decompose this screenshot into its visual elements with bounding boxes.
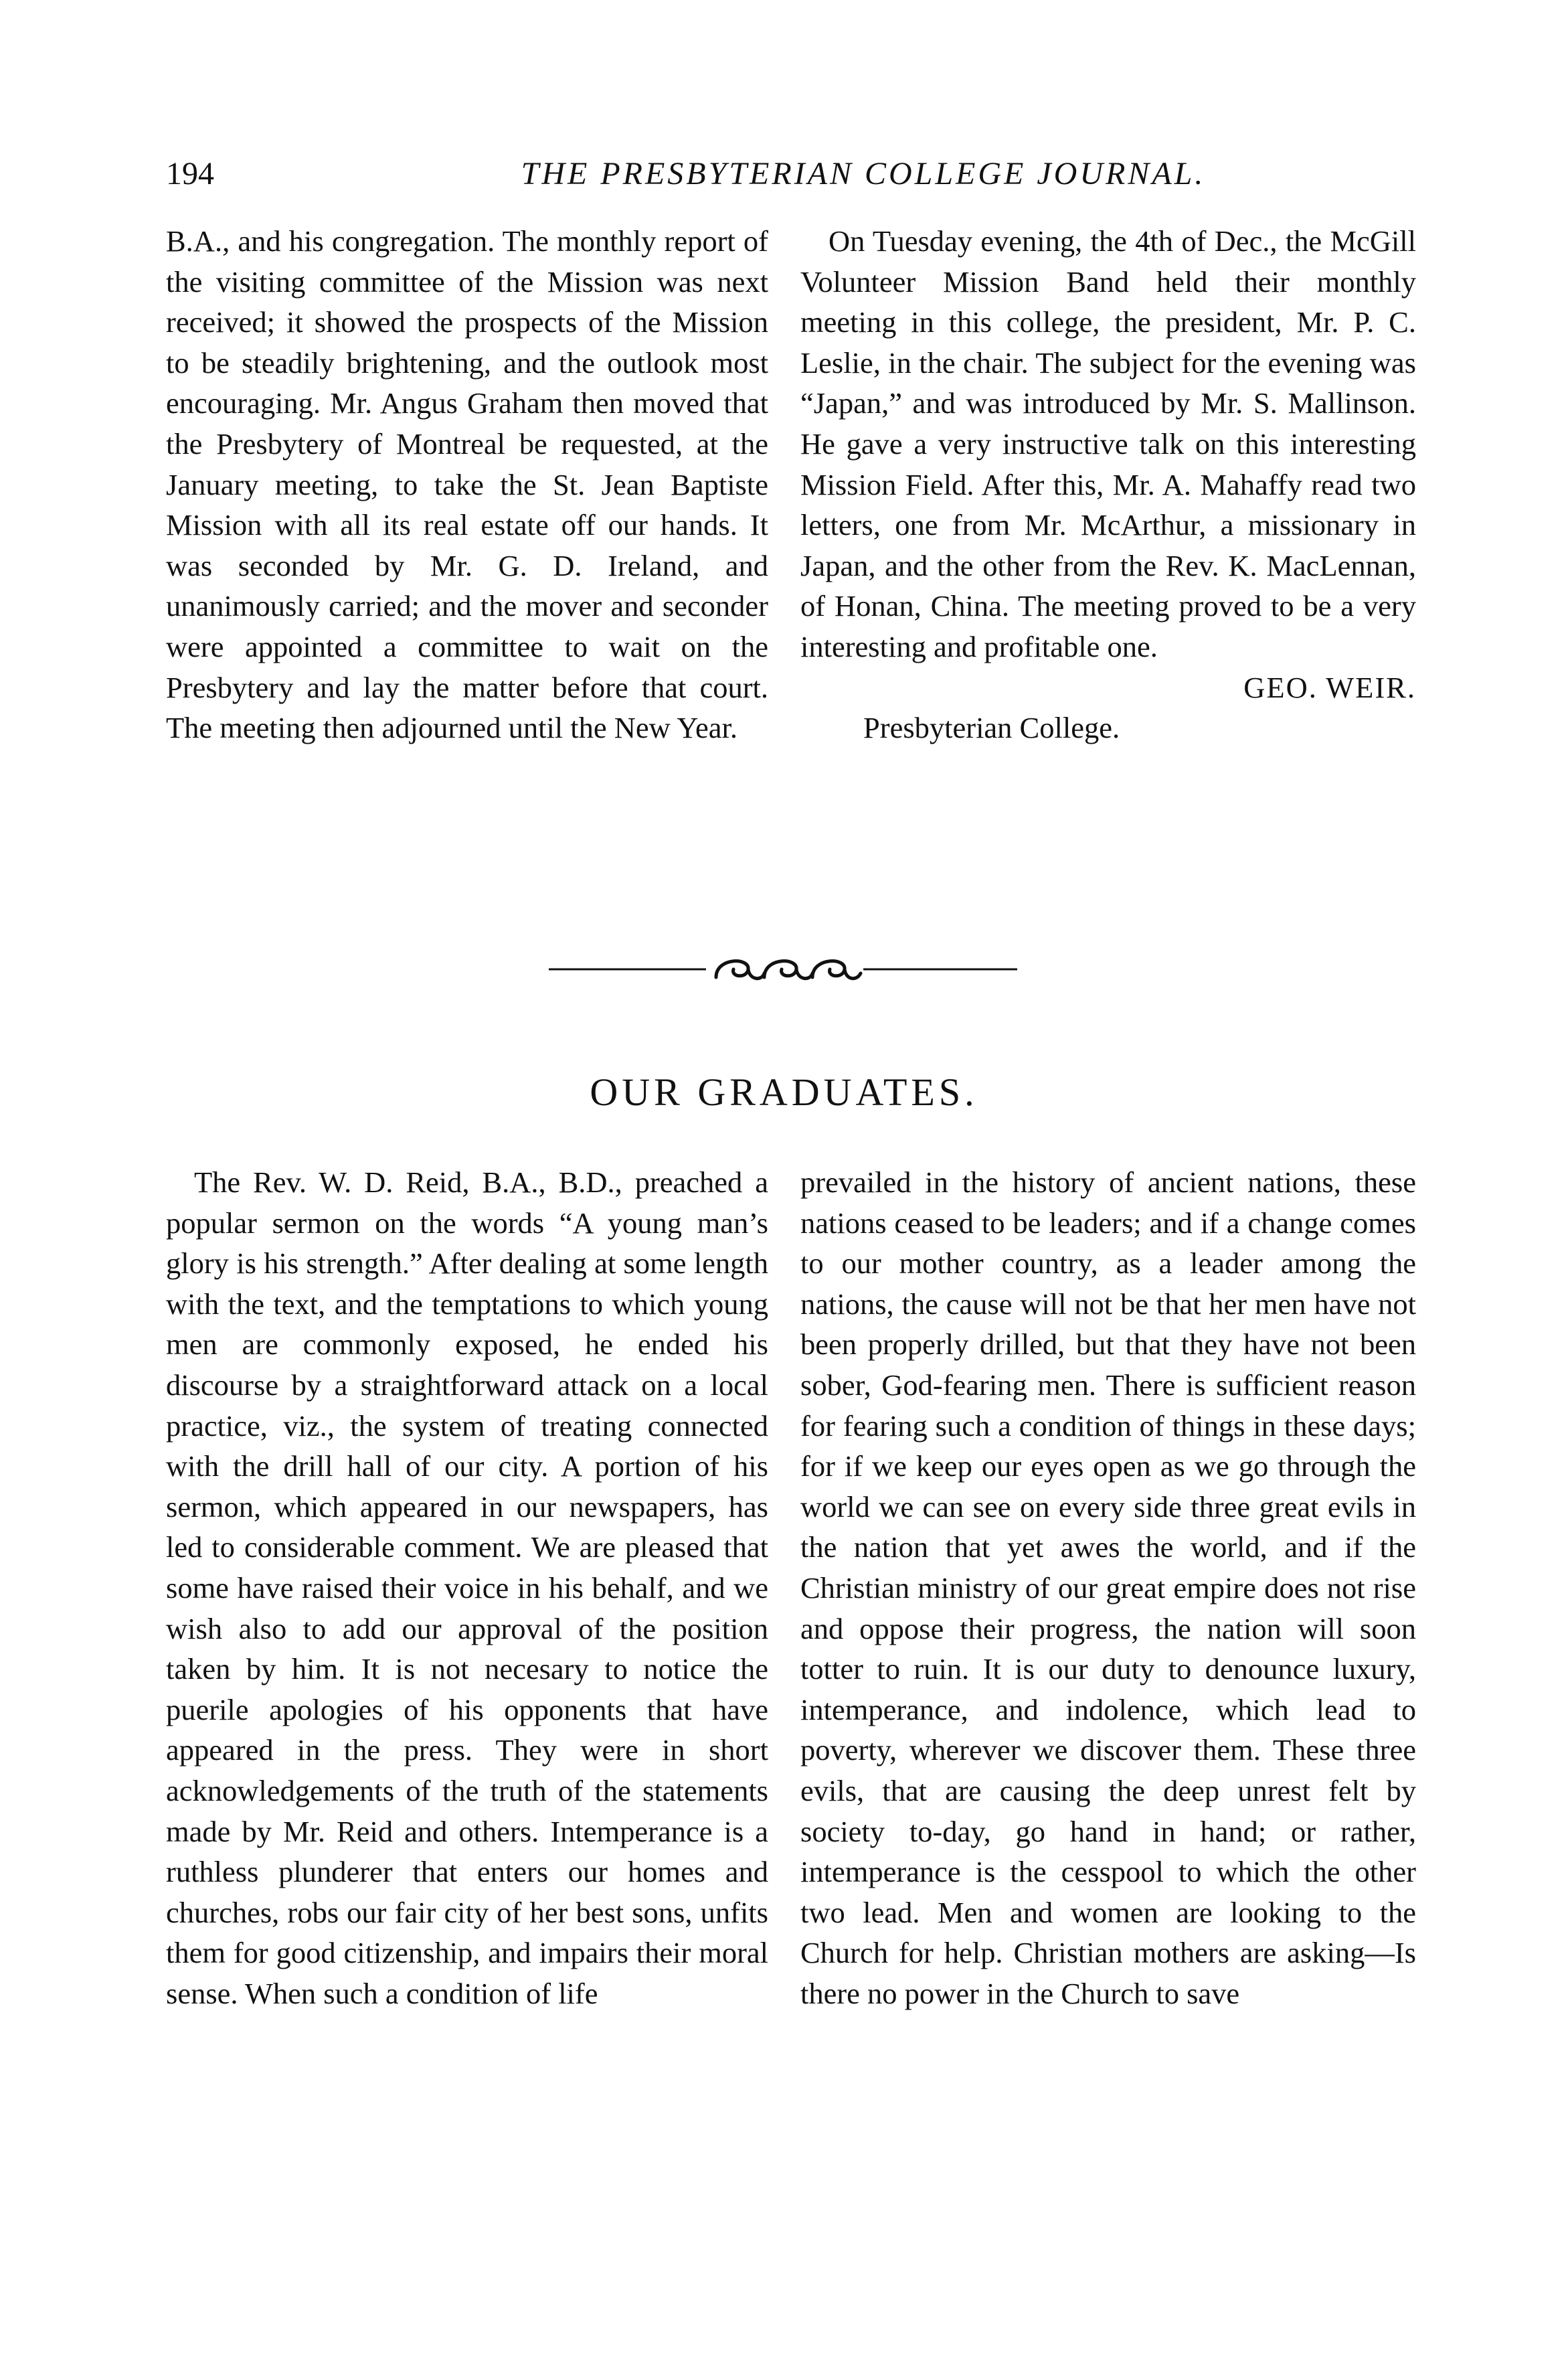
- page-number: 194: [166, 156, 214, 191]
- graduates-column-left: [166, 1162, 768, 2014]
- signature-place: Presbyterian College.: [863, 711, 1120, 745]
- signature: GEO. WEIR.: [1243, 670, 1416, 704]
- running-head: [166, 155, 1419, 209]
- graduates-paragraph-left: The Rev. W. D. Reid, B.A., B.D., preached a popular sermon on the words “A young man’s glory is his strength.” After dealing at some length with the text, and the temptations to which young men are commonly exposed, he ended his discourse by a straightforward attack on a local practice, viz., the system of treating connected with the drill hall of our city. A portion of his sermon, which appeared in our newspapers, has led to considerable comment. We are pleased that some have raised their voice in his behalf, and we wish also to add our approval of the position taken by him. It is not necesary to notice the puerile apologies of his opponents that have appeared in the press. They were in short acknowledgements of the truth of the statements made by Mr. Reid and others. Intemperance is a ruthless plunderer that enters our homes and churches, robs our fair city of her best sons, unfits them for good citizenship, and impairs their moral sense. When such a condition of life: [166, 1165, 768, 2010]
- section-divider-ornament: [549, 949, 1017, 989]
- mission-band-paragraph: On Tuesday evening, the 4th of Dec., the McGill Volunteer Mission Band held their monthly meeting in this college, the president, Mr. P. C. Leslie, in the chair. The subject for the evening was “Japan,” and was introduced by Mr. S. Mallinson. He gave a very instructive talk on this interesting Mission Field. After this, Mr. A. Mahaffy read two letters, one from Mr. McArthur, a missionary in Japan, and the other from the Rev. K. MacLennan, of Honan, China. The meeting proved to be a very interesting and profitable one.: [800, 224, 1416, 663]
- mission-report-paragraph: B.A., and his congregation. The monthly report of the visiting committee of the Mission was next received; it showed the prospects of the Mission to be steadily brightening, and the outlook most encouraging. Mr. Angus Graham then moved that the Presbytery of Montreal be requested, at the January meeting, to take the St. Jean Baptiste Mission with all its real estate off our hands. It was seconded by Mr. G. D. Ireland, and unanimously carried; and the mover and seconder were appointed a committee to wait on the Presbytery and lay the matter before that court. The meeting then adjourned until the New Year.: [166, 224, 768, 745]
- mission-band-column: [800, 221, 1416, 748]
- journal-title: THE PRESBYTERIAN COLLEGE JOURNAL.: [521, 156, 1206, 191]
- graduates-paragraph-right: prevailed in the history of ancient nations, these nations ceased to be leaders; and if a change comes to our mother country, as a leader among the nations, the cause will not be that her men have not been properly drilled, but that they have not been sober, God-fearing men. There is sufficient reason for fearing such a condition of things in these days; for if we keep our eyes open as we go through the world we can see on every side three great evils in the nation that yet awes the world, and if the Christian ministry of our great empire does not rise and oppose their progress, the nation will soon totter to ruin. It is our duty to denounce luxury, intemperance, and indolence, which lead to poverty, wherever we discover them. These three evils, that are causing the deep unrest felt by society to-day, go hand in hand; or rather, intemperance is the cesspool to which the other two lead. Men and women are looking to the Church for help. Christian mothers are asking—Is there no power in the Church to save: [800, 1165, 1416, 2010]
- mission-report-column: [166, 221, 768, 748]
- graduates-column-right: [800, 1162, 1416, 2014]
- section-title: OUR GRADUATES.: [590, 1070, 978, 1114]
